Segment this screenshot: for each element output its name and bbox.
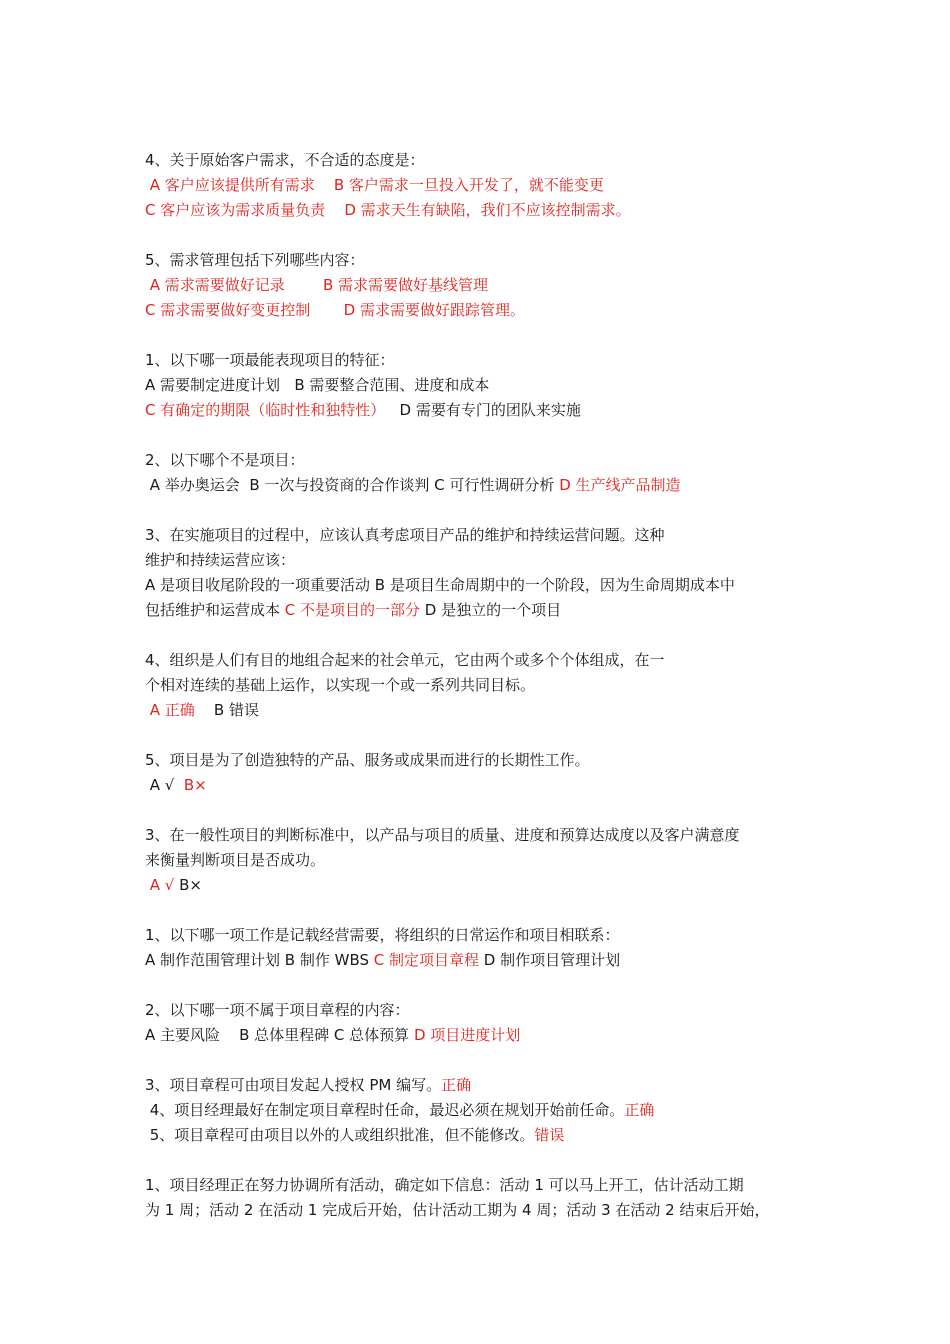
answer-text: D 生产线产品制造 [559,476,681,494]
question-text: D 制作项目管理计划 [479,951,621,969]
text-line [145,950,620,970]
text-line [145,475,681,495]
answer-text: C 有确定的期限（临时性和独特性） [145,401,386,419]
answer-text: A 需求需要做好记录 B 需求需要做好基线管理 [145,276,489,294]
text-line [145,525,665,545]
text-line [145,1075,471,1095]
answer-text: 正确 [624,1101,655,1119]
question-text: A 需要制定进度计划 B 需要整合范围、进度和成本 [145,376,490,394]
text-line [145,375,489,395]
answer-text: C 制定项目章程 [373,951,480,969]
question-text: 2、以下哪一项不属于项目章程的内容： [145,1001,410,1019]
answer-text: A 客户应该提供所有需求 B 客户需求一旦投入开发了，就不能变更 [145,176,604,194]
question-text: 3、项目章程可由项目发起人授权 PM 编写。 [145,1076,442,1094]
text-line [145,300,525,320]
text-line [145,925,620,945]
question-text: 个相对连续的基础上运作，以实现一个或一系列共同目标。 [145,676,536,694]
text-line [145,825,740,845]
answer-text: B× [179,776,207,794]
question-text: 为 1 周；活动 2 在活动 1 完成后开始，估计活动工期为 4 周；活动 3 在活动 2 结束后开始， [145,1201,770,1219]
answer-text: D 项目进度计划 [413,1026,521,1044]
text-line [145,750,590,770]
text-line [145,1100,654,1120]
question-text: 4、关于原始客户需求，不合适的态度是： [145,151,425,169]
text-line [145,850,325,870]
text-line [145,350,395,370]
text-line [145,150,425,170]
answer-text: 正确 [441,1076,472,1094]
question-text: 5、项目章程可由项目以外的人或组织批准，但不能修改。 [145,1126,535,1144]
text-line [145,875,202,895]
text-line [145,450,305,470]
text-line [145,1000,410,1020]
text-line [145,275,488,295]
question-text: 5、项目是为了创造独特的产品、服务或成果而进行的长期性工作。 [145,751,590,769]
question-text: 5、需求管理包括下列哪些内容： [145,251,365,269]
text-line [145,675,535,695]
question-text: A 主要风险 B 总体里程碑 C 总体预算 [145,1026,414,1044]
question-text: 1、以下哪一项工作是记载经营需要，将组织的日常运作和项目相联系： [145,926,620,944]
question-text: B 错误 [194,701,259,719]
text-line [145,1175,744,1195]
text-line [145,400,581,420]
question-text: A √ [145,776,180,794]
question-text: 1、项目经理正在努力协调所有活动，确定如下信息：活动 1 可以马上开工，估计活动工期 [145,1176,744,1194]
answer-text: A √ [145,876,175,894]
question-text: 包括维护和运营成本 [145,601,285,619]
question-text: A 举办奥运会 B 一次与投资商的合作谈判 C 可行性调研分析 [145,476,560,494]
answer-text: C 不是项目的一部分 [284,601,421,619]
text-line [145,600,561,620]
text-line [145,1025,520,1045]
answer-text: A 正确 [145,701,195,719]
text-line [145,650,665,670]
text-line [145,250,365,270]
question-text: 1、以下哪一项最能表现项目的特征： [145,351,395,369]
answer-text: C 需求需要做好变更控制 D 需求需要做好跟踪管理。 [145,301,525,319]
question-text: 2、以下哪个不是项目： [145,451,305,469]
question-text: 3、在一般性项目的判断标准中，以产品与项目的质量、进度和预算达成度以及客户满意度 [145,826,740,844]
question-text: 来衡量判断项目是否成功。 [145,851,326,869]
text-line [145,550,295,570]
question-text: 3、在实施项目的过程中，应该认真考虑项目产品的维护和持续运营问题。这种 [145,526,665,544]
text-line [145,700,259,720]
question-text: 4、组织是人们有目的地组合起来的社会单元，它由两个或多个个体组成，在一 [145,651,665,669]
text-line [145,200,631,220]
answer-text: 错误 [534,1126,565,1144]
answer-text: C 客户应该为需求质量负责 D 需求天生有缺陷，我们不应该控制需求。 [145,201,631,219]
question-text: D 需要有专门的团队来实施 [385,401,581,419]
text-line [145,775,207,795]
text-line [145,175,604,195]
question-text: 维护和持续运营应该： [145,551,296,569]
text-line [145,575,735,595]
question-text: A 制作范围管理计划 B 制作 WBS [145,951,374,969]
question-text: D 是独立的一个项目 [420,601,562,619]
question-text: 4、项目经理最好在制定项目章程时任命，最迟必须在规划开始前任命。 [145,1101,625,1119]
text-line [145,1200,769,1220]
question-text: A 是项目收尾阶段的一项重要活动 B 是项目生命周期中的一个阶段，因为生命周期成本中 [145,576,735,594]
question-text: B× [174,876,202,894]
text-line [145,1125,564,1145]
